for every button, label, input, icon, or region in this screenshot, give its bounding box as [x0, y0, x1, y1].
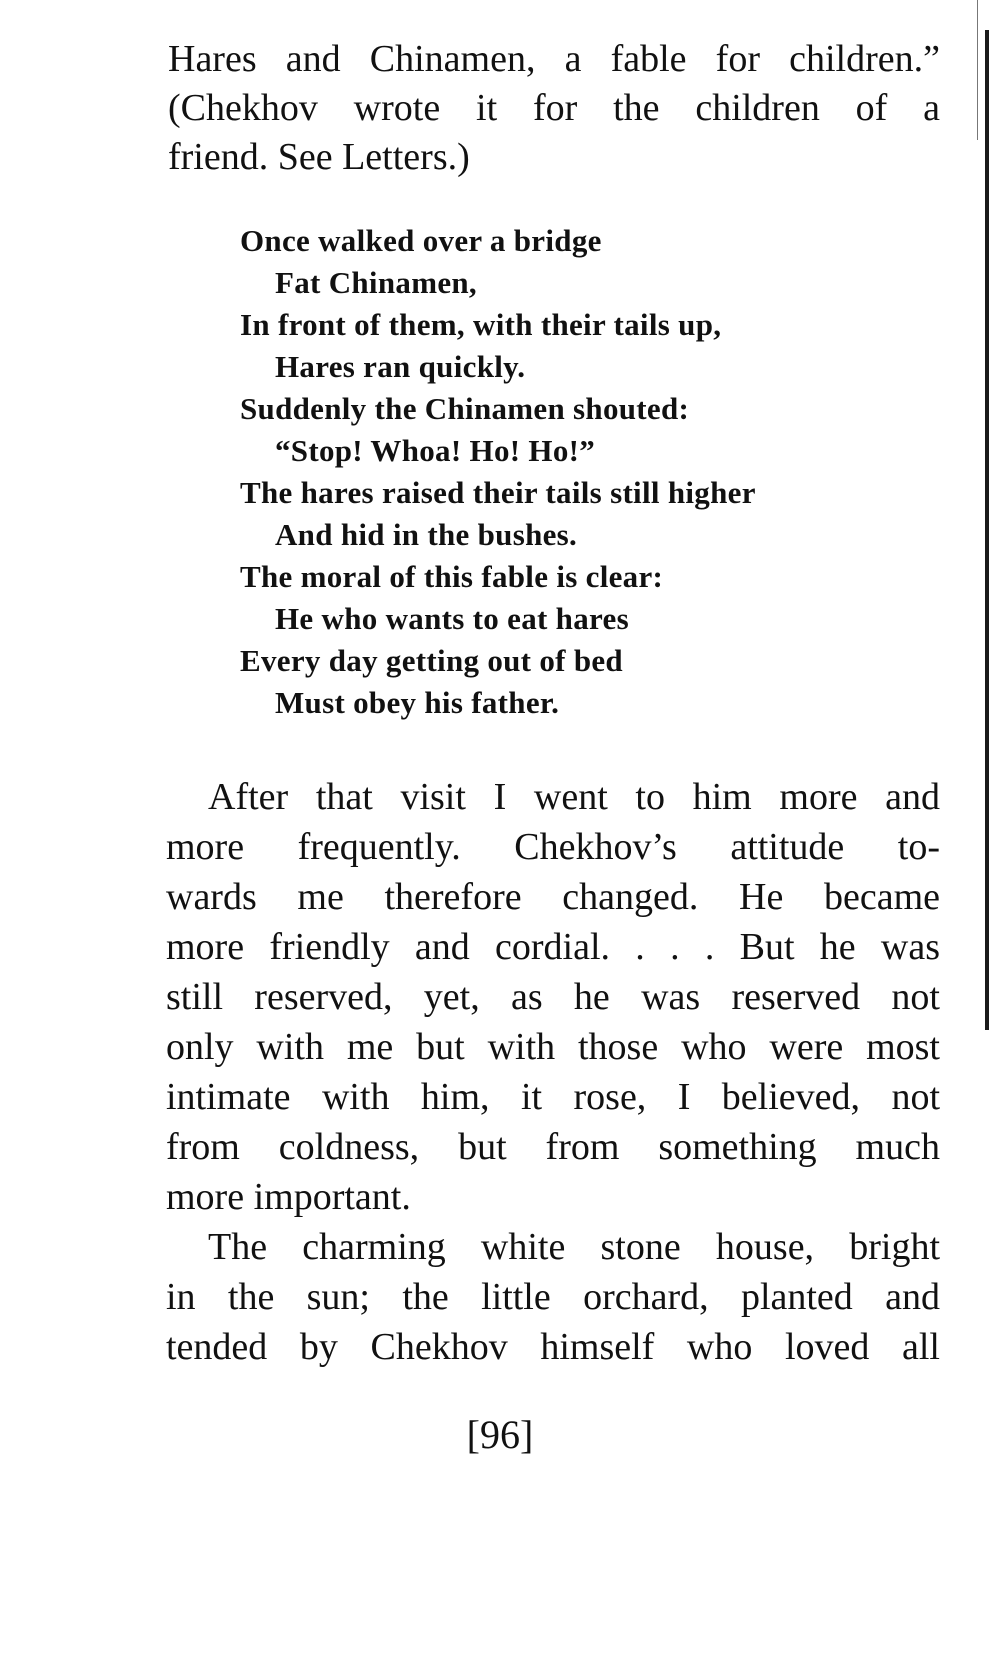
body-line: still reserved, yet, as he was reserved not	[166, 976, 940, 1018]
poem-line: Suddenly the Chinamen shouted:	[240, 391, 690, 426]
body-line: in the sun; the little orchard, planted and	[166, 1276, 940, 1318]
body-line: only with me but with those who were most	[166, 1026, 940, 1068]
poem-line: Once walked over a bridge	[240, 223, 602, 258]
intro-line: friend. See Letters.)	[168, 136, 470, 178]
body-line: tended by Chekhov himself who loved all	[166, 1326, 940, 1368]
body-line: more friendly and cordial. . . . But he was	[166, 926, 940, 968]
poem-line: In front of them, with their tails up,	[240, 307, 722, 342]
intro-line: Hares and Chinamen, a fable for children.”	[168, 38, 940, 80]
body-line: wards me therefore changed. He became	[166, 876, 940, 918]
poem-line: Every day getting out of bed	[240, 643, 623, 678]
body-line: more frequently. Chekhov’s attitude to-	[166, 826, 940, 868]
poem-line: Fat Chinamen,	[275, 265, 477, 300]
poem-line: “Stop! Whoa! Ho! Ho!”	[275, 433, 596, 468]
body-line: more important.	[166, 1176, 411, 1218]
poem-line: Must obey his father.	[275, 685, 560, 720]
body-line: from coldness, but from something much	[166, 1126, 940, 1168]
page-number: [96]	[466, 1412, 534, 1457]
body-line: intimate with him, it rose, I believed, not	[166, 1076, 940, 1118]
poem-line: The hares raised their tails still higher	[240, 475, 756, 510]
page-edge-rule	[985, 30, 989, 1030]
intro-line: (Chekhov wrote it for the children of a	[168, 87, 940, 129]
page-edge-rule-thin	[977, 0, 978, 140]
poem-line: Hares ran quickly.	[275, 349, 526, 384]
body-line: After that visit I went to him more and	[208, 776, 940, 818]
poem-line: And hid in the bushes.	[275, 517, 578, 552]
poem-line: He who wants to eat hares	[275, 601, 629, 636]
poem-line: The moral of this fable is clear:	[240, 559, 664, 594]
body-line: The charming white stone house, bright	[208, 1226, 940, 1268]
